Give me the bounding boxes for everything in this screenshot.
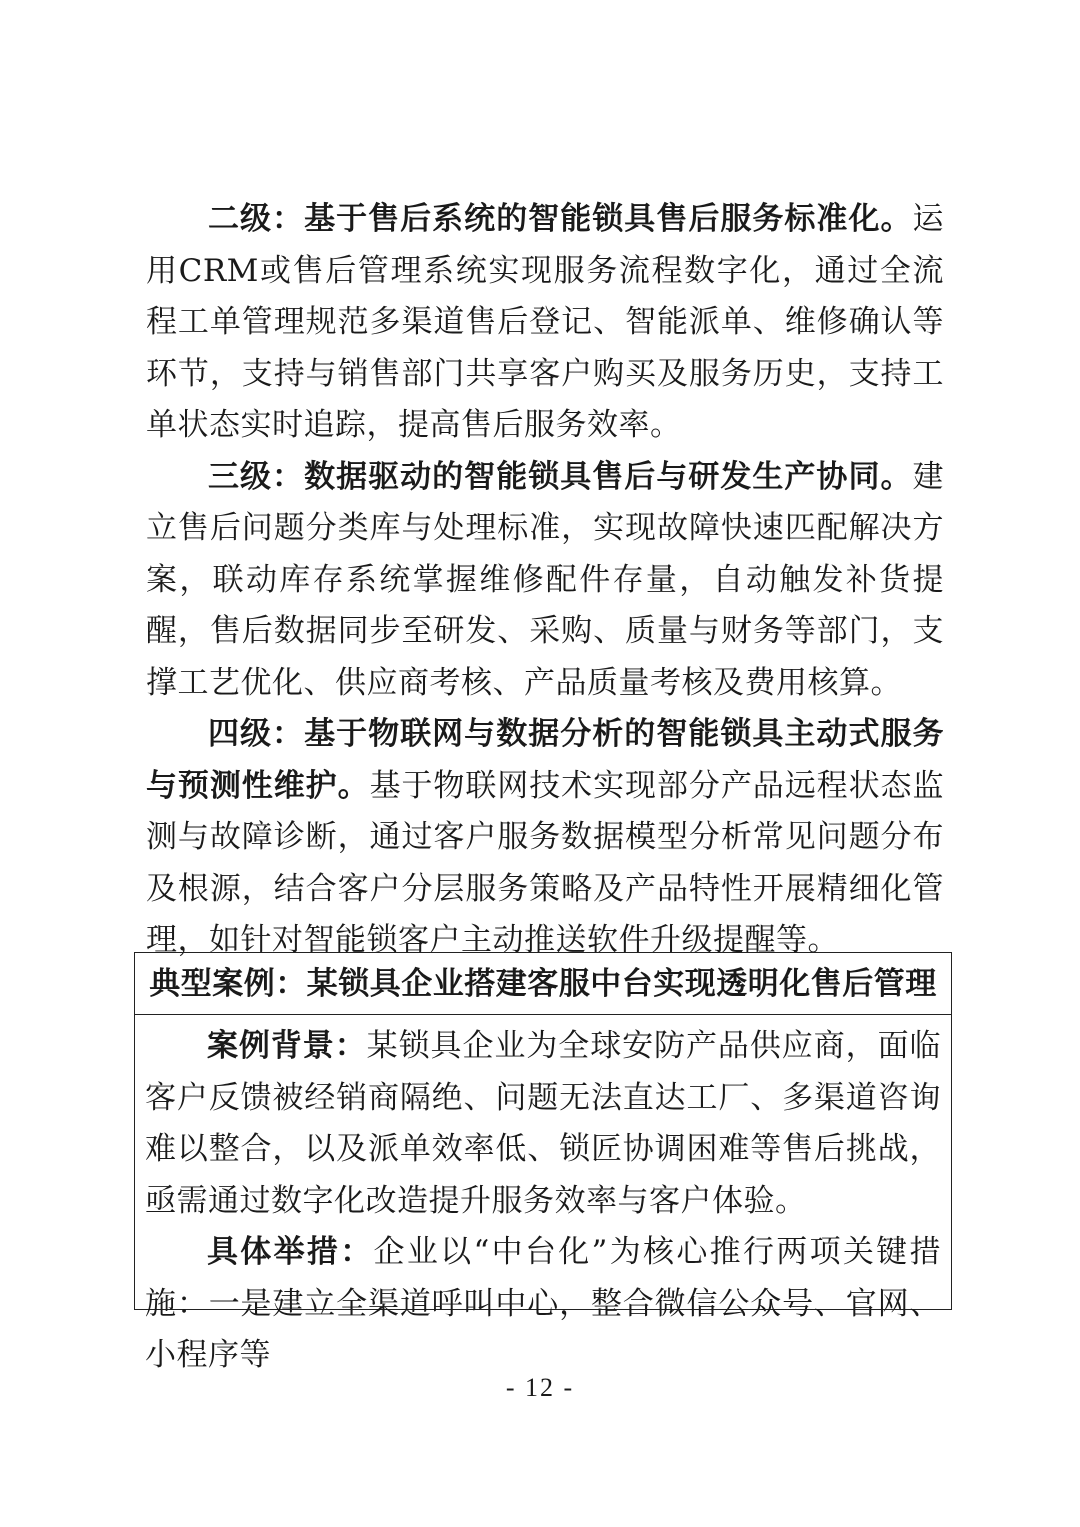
paragraph-level-2 — [146, 194, 944, 452]
paragraph-body: 某锁具企业为全球安防产品供应商，面临客户反馈被经销商隔绝、问题无法直达工厂、多渠道咨询难以整合，以及派单效率低、锁匠协调困难等售后挑战，亟需通过数字化改造提升服务效率与客户体验。 — [145, 1028, 942, 1219]
paragraph-level-3 — [146, 452, 944, 710]
case-study-body — [135, 1015, 951, 1382]
paragraph-heading: 案例背景： — [207, 1028, 367, 1064]
paragraph-body: 运用CRM或售后管理系统实现服务流程数字化，通过全流程工单管理规范多渠道售后登记、智能派单、维修确认等环节，支持与销售部门共享客户购买及服务历史，支持工单状态实时追踪，提高售后服务效率。 — [146, 201, 944, 443]
paragraph-level-4 — [146, 709, 944, 967]
paragraph-body: 建立售后问题分类库与处理标准，实现故障快速匹配解决方案，联动库存系统掌握维修配件存量，自动触发补货提醒，售后数据同步至研发、采购、质量与财务等部门，支撑工艺优化、供应商考核、产品质量考核及费用核算。 — [146, 458, 944, 701]
paragraph-heading: 具体举措： — [207, 1234, 374, 1270]
case-measures-paragraph — [145, 1227, 941, 1382]
page-number: - 12 - — [505, 1373, 575, 1402]
case-study-box — [134, 952, 952, 1373]
paragraph-heading: 三级：数据驱动的智能锁具售后与研发生产协同。 — [208, 458, 913, 495]
paragraph-heading: 四级：基于物联网与数据分析的智能锁具主动式服务与预测性维护。 — [146, 716, 944, 804]
paragraph-heading: 二级：基于售后系统的智能锁具售后服务标准化。 — [208, 201, 913, 237]
paragraph-body: 企业以“中台化”为核心推行两项关键措施：一是建立全渠道呼叫中心，整合微信公众号、官网、小程序等 — [145, 1234, 941, 1373]
case-background-paragraph — [145, 1021, 941, 1227]
case-study-title: 典型案例：某锁具企业搭建客服中台实现透明化售后管理 — [135, 953, 951, 1015]
body-text — [146, 194, 944, 967]
paragraph-body: 基于物联网技术实现部分产品远程状态监测与故障诊断，通过客户服务数据模型分析常见问题分布及根源，结合客户分层服务策略及产品特性开展精细化管理，如针对智能锁客户主动推送软件升级提醒等。 — [146, 767, 944, 958]
